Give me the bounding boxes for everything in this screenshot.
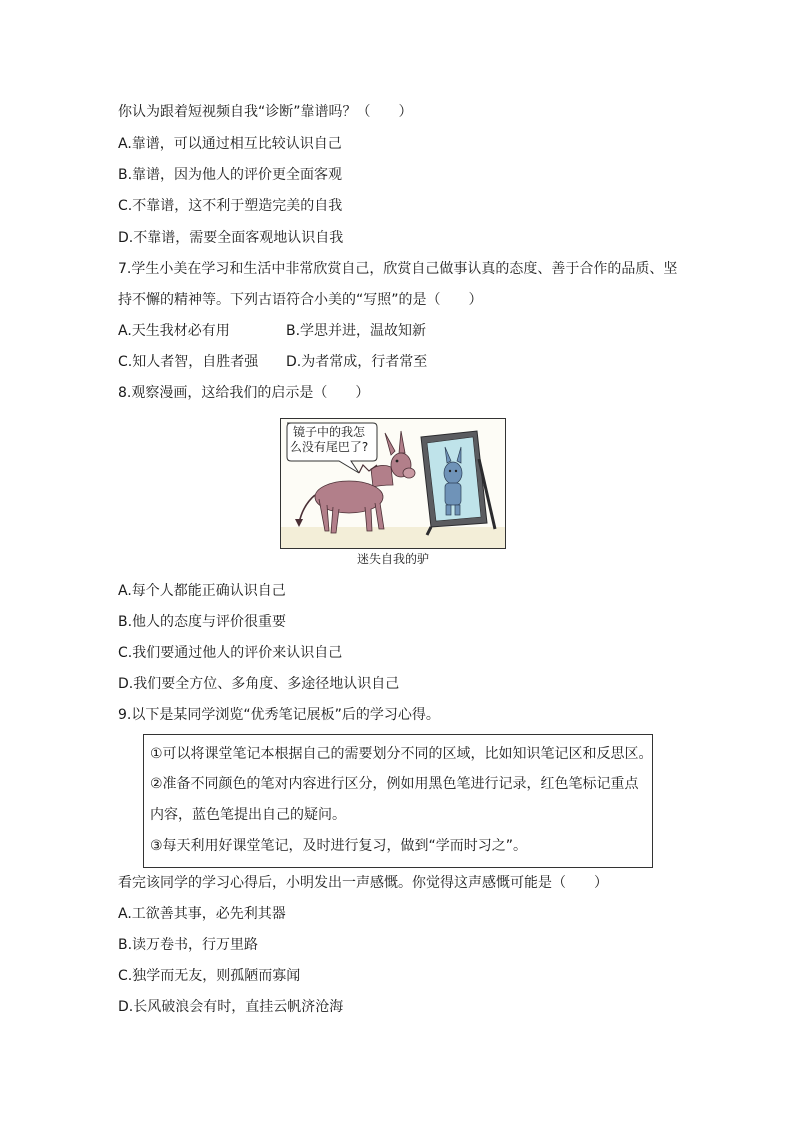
q9-stem: 9.以下是某同学浏览“优秀笔记展板”后的学习心得。 xyxy=(118,707,440,723)
q7-option-c: C.知人者智，自胜者强 xyxy=(118,354,259,370)
q8-option-c: C.我们要通过他人的评价来认识自己 xyxy=(118,645,343,661)
q9-option-a: A.工欲善其事，必先利其器 xyxy=(118,906,286,922)
q7-option-d: D.为者常成，行者常至 xyxy=(286,354,428,370)
q9-option-b: B.读万卷书，行万里路 xyxy=(118,937,259,953)
note-2: ②准备不同颜色的笔对内容进行区分，例如用黑色笔进行记录，红色笔标记重点 xyxy=(150,776,639,792)
speech-bubble-text xyxy=(289,425,369,455)
q7-stem-line2: 持不懈的精神等。下列古语符合小美的“写照”的是（ ） xyxy=(118,292,483,308)
q8-option-a: A.每个人都能正确认识自己 xyxy=(118,583,286,599)
q9-after-text: 看完该同学的学习心得后，小明发出一声感慨。你觉得这声感慨可能是（ ） xyxy=(118,875,608,891)
q8-option-b: B.他人的态度与评价很重要 xyxy=(118,614,287,630)
note-3: ③每天利用好课堂笔记，及时进行复习，做到“学而时习之”。 xyxy=(150,838,528,854)
q8-option-d: D.我们要全方位、多角度、多途径地认识自己 xyxy=(118,676,400,692)
note-2-continued: 内容，蓝色笔提出自己的疑问。 xyxy=(150,807,346,823)
q9-option-c: C.独学而无友，则孤陋而寡闻 xyxy=(118,968,301,984)
ground xyxy=(281,527,506,549)
q7-stem-line1: 7.学生小美在学习和生活中非常欣赏自己，欣赏自己做事认真的态度、善于合作的品质、坚 xyxy=(118,261,678,277)
q6-option-c: C.不靠谱，这不利于塑造完美的自我 xyxy=(118,198,343,214)
q7-option-b: B.学思并进，温故知新 xyxy=(286,323,427,339)
speech-line-1: 镜子中的我怎 xyxy=(292,425,365,439)
speech-line-2: 么没有尾巴了? xyxy=(289,440,369,454)
q9-option-d: D.长风破浪会有时，直挂云帆济沧海 xyxy=(118,999,344,1015)
q6-option-a: A.靠谱，可以通过相互比较认识自己 xyxy=(118,136,342,152)
donkey-mirror-cartoon xyxy=(280,418,506,549)
cartoon-caption: 迷失自我的驴 xyxy=(356,552,429,566)
q6-option-d: D.不靠谱，需要全面客观地认识自我 xyxy=(118,230,344,246)
study-notes-box xyxy=(143,734,653,868)
note-1: ①可以将课堂笔记本根据自己的需要划分不同的区域，比如知识笔记区和反思区。 xyxy=(150,746,653,762)
q8-stem: 8.观察漫画，这给我们的启示是（ ） xyxy=(118,385,370,401)
q6-option-b: B.靠谱，因为他人的评价更全面客观 xyxy=(118,167,343,183)
q7-option-a: A.天生我材必有用 xyxy=(118,323,230,339)
q6-stem: 你认为跟着短视频自我“诊断”靠谱吗？（ ） xyxy=(118,104,413,120)
